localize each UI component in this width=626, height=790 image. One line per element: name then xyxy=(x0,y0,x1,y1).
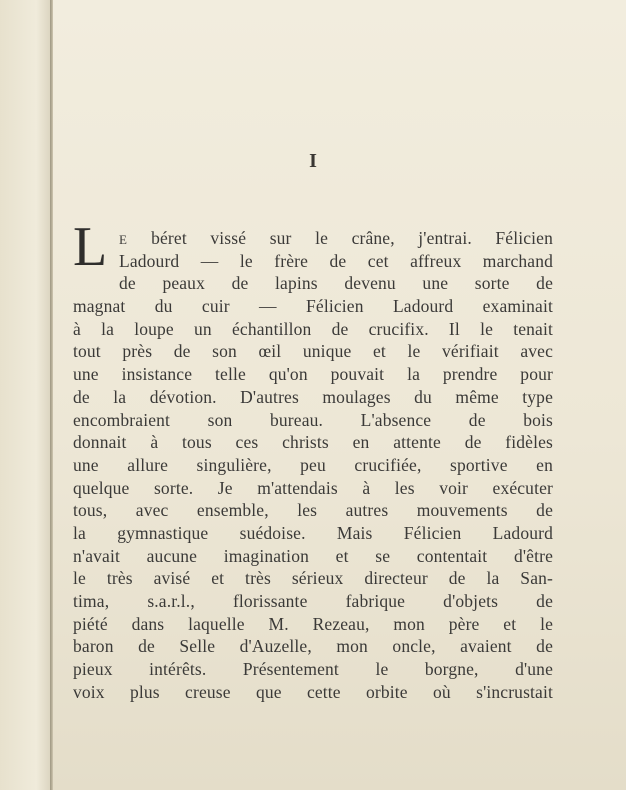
text-line-15: n'avait aucune imagination et se contentait d'être xyxy=(73,545,553,566)
facing-page-edge xyxy=(0,0,52,790)
text-line-19: baron de Selle d'Auzelle, mon oncle, avaient de xyxy=(73,636,553,657)
text-line-11: une allure singulière, peu crucifiée, sportive en xyxy=(73,454,553,475)
text-line-14: la gymnastique suédoise. Mais Félicien Ladourd xyxy=(73,522,553,543)
text-line-20: pieux intérêts. Présentement le borgne, d'une xyxy=(73,659,553,680)
text-line-12: quelque sorte. Je m'attendais à les voir exécuter xyxy=(73,477,553,498)
text-line-5: à la loupe un échantillon de crucifix. Il le tenait xyxy=(73,318,553,339)
text-line-9: encombraient son bureau. L'absence de bois xyxy=(73,409,553,430)
text-line-13: tous, avec ensemble, les autres mouvements de xyxy=(73,500,553,521)
text-line-1: E béret vissé sur le crâne, j'entrai. Félicien xyxy=(119,228,553,248)
body-text xyxy=(73,227,553,703)
text-line-2: Ladourd — le frère de cet affreux marchand xyxy=(119,250,553,271)
text-line-10: donnait à tous ces christs en attente de fidèles xyxy=(73,432,553,453)
text-line-4: magnat du cuir — Félicien Ladourd examinait xyxy=(73,296,553,317)
book-page xyxy=(53,0,626,790)
text-line-7: une insistance telle qu'on pouvait la prendre pour xyxy=(73,364,553,385)
chapter-number: I xyxy=(309,150,317,172)
text-line-3: de peaux de lapins devenu une sorte de xyxy=(119,273,553,294)
text-line-16: le très avisé et très sérieux directeur de la San- xyxy=(73,568,553,589)
text-line-17: tima, s.a.r.l., florissante fabrique d'objets de xyxy=(73,591,553,611)
text-line-6: tout près de son œil unique et le vérifiait avec xyxy=(73,341,553,362)
drop-cap-letter: L xyxy=(73,216,108,278)
text-line-21: voix plus creuse que cette orbite où s'incrustait xyxy=(73,681,553,702)
text-line-18: piété dans laquelle M. Rezeau, mon père et le xyxy=(73,613,553,634)
text-line-8: de la dévotion. D'autres moulages du même type xyxy=(73,386,553,407)
small-caps-letter: E xyxy=(119,232,128,247)
